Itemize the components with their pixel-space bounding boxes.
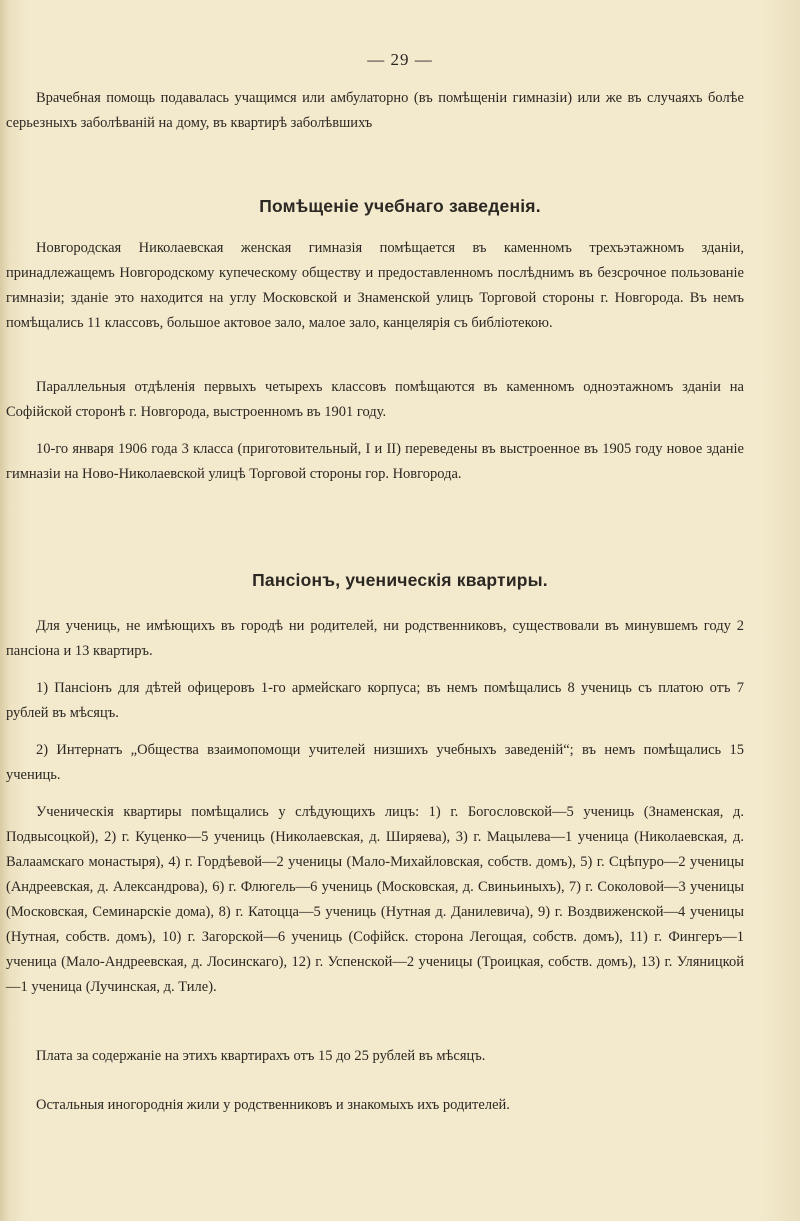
premises-paragraph-3-block <box>0 437 800 487</box>
section-premises-heading: Помѣщеніе учебнаго заведенія. <box>259 196 541 216</box>
premises-paragraph-1-block <box>0 236 800 336</box>
boarding-paragraph-3-block <box>0 738 800 788</box>
section-premises-heading-block <box>0 196 800 217</box>
section-boarding-heading-block <box>0 570 800 591</box>
boarding-paragraph: 2) Интернатъ „Общества взаимопомощи учителей низшихъ учебныхъ заведеній“; въ немъ помѣщались 15 учениць. <box>6 742 744 783</box>
page-number: — 29 — <box>367 50 433 69</box>
intro-block <box>0 86 800 136</box>
boarding-paragraph-6-block <box>0 1093 800 1118</box>
section-boarding-heading: Пансіонъ, ученическія квартиры. <box>252 570 548 590</box>
premises-paragraph: 10-го января 1906 года 3 класса (приготовительный, I и II) переведены въ выстроенное въ 1905 году новое зданіе гимназіи на Ново-Николаевской улицѣ Торговой стороны гор. Новгорода. <box>6 441 744 482</box>
intro-paragraph: Врачебная помощь подавалась учащимся или амбулаторно (въ помѣщеніи гимназіи) или же въ случаяхъ болѣе серьезныхъ заболѣваній на дому, въ квартирѣ заболѣвшихъ <box>6 90 744 131</box>
premises-paragraph: Новгородская Николаевская женская гимназія помѣщается въ каменномъ трехъэтажномъ зданіи, принадлежащемъ Новгородскому купеческому обществу и предоставленномъ послѣднимъ въ безсрочное пользованіе гимназіи; зданіе это находится на углу Московской и Знаменской улицъ Торговой стороны г. Новгорода. Въ немъ помѣщались 11 классовъ, большое актовое зало, малое зало, канцелярія съ библіотекою. <box>6 240 744 331</box>
boarding-paragraph-4-block <box>0 800 800 1000</box>
boarding-paragraph: Плата за содержаніе на этихъ квартирахъ отъ 15 до 25 рублей въ мѣсяцъ. <box>36 1048 486 1064</box>
boarding-paragraph: Остальныя иногороднія жили у родственниковъ и знакомыхъ ихъ родителей. <box>36 1097 510 1113</box>
premises-paragraph: Параллельныя отдѣленія первыхъ четырехъ классовъ помѣщаются въ каменномъ одноэтажномъ зданіи на Софійской сторонѣ г. Новгорода, выстроенномъ въ 1901 году. <box>6 379 744 420</box>
boarding-paragraph: Ученическія квартиры помѣщались у слѣдующихъ лицъ: 1) г. Богословской—5 учениць (Знаменская, д. Подвысоцкой), 2) г. Куценко—5 учениць (Николаевская, д. Ширяева), 3) г. Мацылева—1 ученица (Николаевская, д. Валаамскаго монастыря), 4) г. Гордѣевой—2 ученицы (Мало-Михайловская, собств. домъ), 5) г. Сцѣпуро—2 ученицы (Андреевская, д. Александрова), 6) г. Флюгель—6 учениць (Московская, д. Свиньиныхъ), 7) г. Соколовой—3 ученицы (Московская, Семинарскіе дома), 8) г. Катоцца—5 учениць (Нутная д. Данилевича), 9) г. Воздвиженской—4 ученицы (Нутная, собств. домъ), 10) г. Загорской—6 учениць (Софійск. сторона Легощая, собств. домъ), 11) г. Фингеръ—1 ученица (Мало-Андреевская, д. Лосинскаго), 12) г. Успенской—2 ученицы (Троицкая, собств. домъ), 13) г. Уляницкой—1 ученица (Лучинская, д. Тиле). <box>6 804 744 995</box>
boarding-paragraph: 1) Пансіонъ для дѣтей офицеровъ 1-го армейскаго корпуса; въ немъ помѣщались 8 учениць съ платою отъ 7 рублей въ мѣсяцъ. <box>6 680 744 721</box>
boarding-paragraph-1-block <box>0 614 800 664</box>
boarding-paragraph: Для учениць, не имѣющихъ въ городѣ ни родителей, ни родственниковъ, существовали въ минувшемъ году 2 пансіона и 13 квартиръ. <box>6 618 744 659</box>
boarding-paragraph-5-block <box>0 1044 800 1069</box>
premises-paragraph-2-block <box>0 375 800 425</box>
boarding-paragraph-2-block <box>0 676 800 726</box>
